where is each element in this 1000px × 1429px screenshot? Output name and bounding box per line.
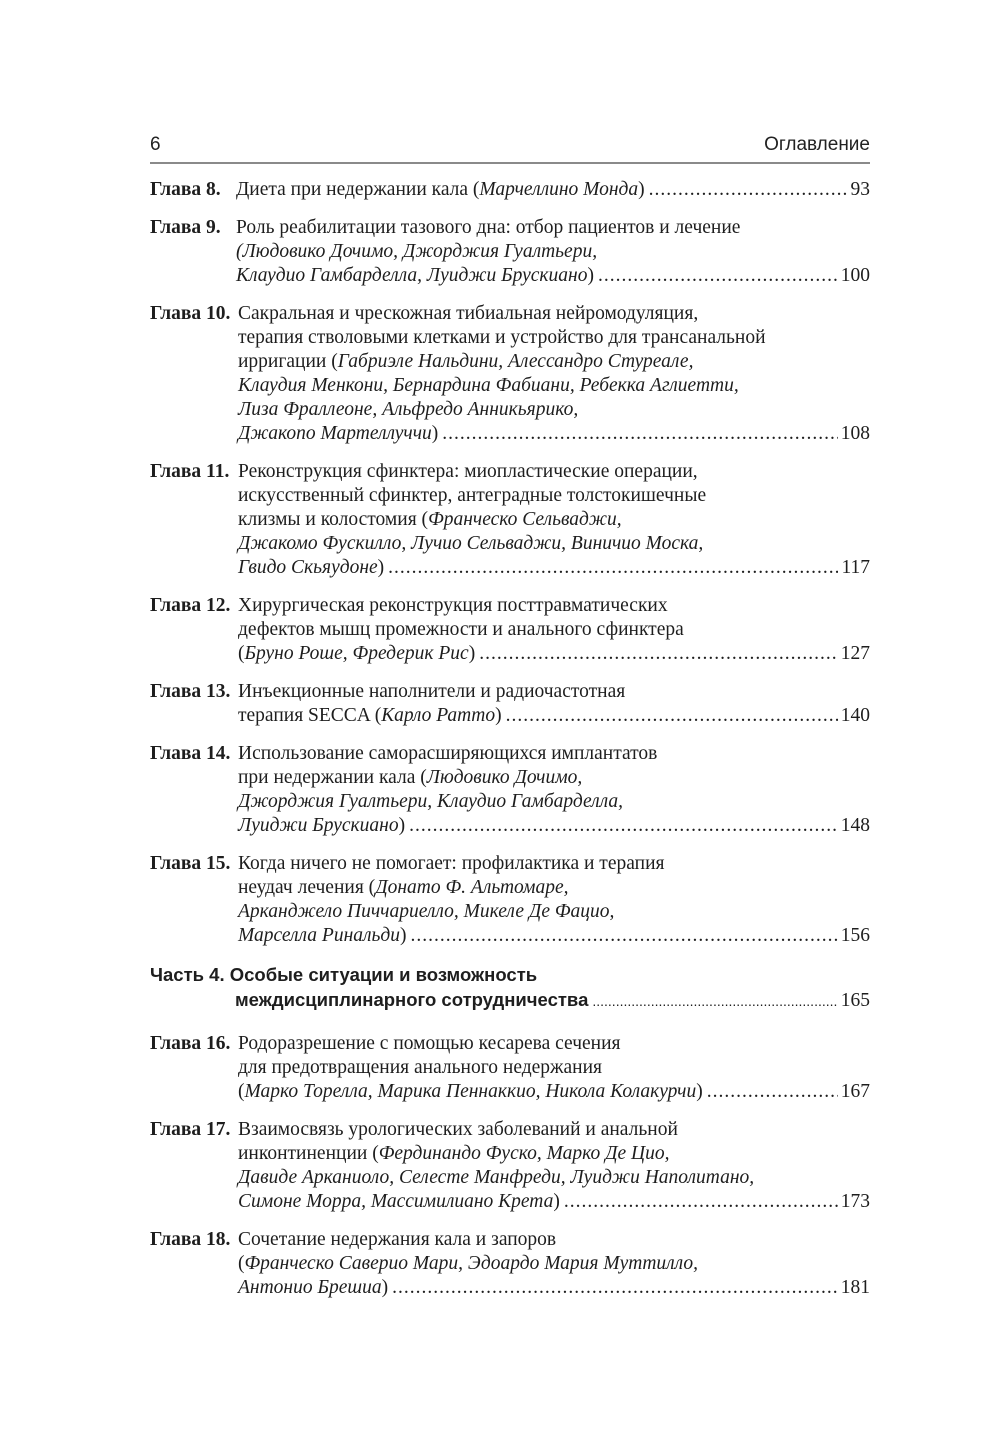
- part-title: Часть 4. Особые ситуации и возможность: [150, 964, 538, 985]
- authors: Бруно Роше, Фредерик Рис: [244, 643, 469, 664]
- leader-dots: [649, 178, 848, 202]
- chapter-label: Глава 18.: [150, 1229, 231, 1250]
- entry-title: Сакральная и чрескожная тибиальная нейромодуляция,: [238, 303, 699, 324]
- authors: Клаудия Менкони, Бернардина Фабиани, Ребекка Аглиетти,: [238, 375, 739, 396]
- toc-entry-chapter-15[interactable]: Глава 15. Когда ничего не помогает: профилактика и терапия неудач лечения (Донато Ф. Альтомаре, Арканджело Пиччариелло, Микеле Де Фацио, Марселла Ринальди) ..... 156: [150, 852, 870, 948]
- toc-entry-chapter-10[interactable]: Глава 10. Сакральная и чрескожная тибиальная нейромодуляция, терапия стволовыми клетками и устройство для трансанальной ирригации (Габриэле Нальдини, Алессандро Стуреале, Клаудия Менкони, Бернардина Фабиани, Ребекка Аглиетти, Лиза Фраллеоне, Альфредо Анникьярико, Джакопо Мартеллуччи) ..... 108: [150, 302, 870, 446]
- authors: Антонио Брешиа: [238, 1277, 382, 1298]
- entry-title: Родоразрешение с помощью кесарева сечения: [238, 1033, 621, 1054]
- authors: Людовико Дочимо,: [426, 767, 583, 788]
- toc-entry-part-4[interactable]: [150, 962, 870, 1014]
- toc-entry-chapter-9[interactable]: [150, 216, 870, 288]
- entry-title: Хирургическая реконструкция посттравматических: [238, 595, 668, 616]
- page-ref: 127: [840, 643, 870, 664]
- authors: Клаудио Гамбарделла, Луиджи Брускиано: [236, 265, 588, 286]
- page-ref: 117: [841, 557, 870, 578]
- entry-last-line: Антонио Брешиа) ..... 181: [238, 1276, 870, 1300]
- running-title: Оглавление: [764, 134, 870, 155]
- toc-entry-chapter-16[interactable]: [150, 1032, 870, 1104]
- entry-title: Использование саморасширяющихся имплантатов: [238, 743, 658, 764]
- leader-dots: [564, 1190, 838, 1214]
- entry-title: Взаимосвязь урологических заболеваний и анальной: [238, 1119, 678, 1140]
- page-number: 6: [150, 134, 161, 155]
- entry-title: Реконструкция сфинктера: миопластические операции,: [238, 461, 698, 482]
- page-ref: 156: [840, 925, 870, 946]
- chapter-label: Глава 8.: [150, 179, 221, 200]
- entry-title: искусственный сфинктер, антеградные толстокишечные: [238, 485, 707, 506]
- authors: Марчеллино Монда: [479, 179, 639, 200]
- leader-dots: [506, 704, 838, 728]
- page-ref: 165: [840, 990, 870, 1011]
- chapter-label: Глава 15.: [150, 853, 231, 874]
- entry-last-line: Джакопо Мартеллуччи) ..... 108: [238, 422, 870, 446]
- authors: Луиджи Брускиано: [238, 815, 399, 836]
- entry-title: дефектов мышц промежности и анального сфинктера: [238, 619, 684, 640]
- entry-last-line: Марселла Ринальди) ..... 156: [238, 924, 870, 948]
- authors: Франческо Сельваджи,: [428, 509, 622, 530]
- entry-last-line: (Марко Торелла, Марика Пеннаккио, Никола Колакурчи) ..... 167: [238, 1080, 870, 1104]
- authors: Гвидо Скьяудоне: [238, 557, 378, 578]
- authors: Арканджело Пиччариелло, Микеле Де Фацио,: [238, 901, 615, 922]
- entry-last-line: Диета при недержании кала (Марчеллино Монда) ..... 93: [236, 178, 870, 202]
- page-ref: 108: [840, 423, 870, 444]
- authors: Джакомо Фускилло, Лучио Сельваджи, Виничио Моска,: [238, 533, 704, 554]
- entry-last-line: Симоне Морра, Массимилиано Крета) ..... 173: [238, 1190, 870, 1214]
- leader-dots: [392, 1276, 838, 1300]
- authors: Карло Ратто: [381, 705, 496, 726]
- authors: Джакопо Мартеллуччи: [238, 423, 432, 444]
- header-rule: [150, 162, 870, 164]
- authors: Джорджия Гуалтьери, Клаудио Гамбарделла,: [238, 791, 624, 812]
- page-ref: 167: [840, 1081, 870, 1102]
- authors: Марселла Ринальди: [238, 925, 400, 946]
- chapter-label: Глава 13.: [150, 681, 231, 702]
- chapter-label: Глава 17.: [150, 1119, 231, 1140]
- authors: Марко Торелла, Марика Пеннаккио, Никола Колакурчи: [244, 1081, 697, 1102]
- chapter-label: Глава 16.: [150, 1033, 231, 1054]
- authors: Симоне Морра, Массимилиано Крета: [238, 1191, 554, 1212]
- entry-last-line: Гвидо Скьяудоне) ..... 117: [238, 556, 870, 580]
- leader-dots: [592, 989, 837, 1014]
- entry-title: Сочетание недержания кала и запоров: [238, 1229, 557, 1250]
- toc-entry-chapter-18[interactable]: Глава 18. Сочетание недержания кала и запоров (Франческо Саверио Мари, Эдоардо Мария Муттилло, Антонио Брешиа) ..... 181: [150, 1228, 870, 1300]
- page-ref: 148: [840, 815, 870, 836]
- toc-entry-chapter-11[interactable]: Глава 11. Реконструкция сфинктера: миопластические операции, искусственный сфинктер, антеградные толстокишечные клизмы и колостомия (Франческо Сельваджи, Джакомо Фускилло, Лучио Сельваджи, Виничио Моска, Гвидо Скьяудоне) ..... 117: [150, 460, 870, 580]
- entry-last-line: терапия SECCA (Карло Ратто) ..... 140: [238, 704, 870, 728]
- entry-last-line: [150, 987, 870, 1014]
- authors: Лиза Фраллеоне, Альфредо Анникьярико,: [238, 399, 579, 420]
- leader-dots: [409, 814, 838, 838]
- authors: Габриэле Нальдини, Алессандро Стуреале,: [337, 351, 694, 372]
- leader-dots: [442, 422, 837, 446]
- toc-entry-chapter-8[interactable]: [150, 178, 870, 202]
- toc-entry-chapter-13[interactable]: [150, 680, 870, 728]
- entry-last-line: Луиджи Брускиано) ..... 148: [238, 814, 870, 838]
- entry-title: Когда ничего не помогает: профилактика и терапия: [238, 853, 665, 874]
- leader-dots: [479, 642, 838, 666]
- authors: Давиде Арканиоло, Селесте Манфреди, Луиджи Наполитано,: [238, 1167, 755, 1188]
- leader-dots: [598, 264, 838, 288]
- toc-entry-chapter-17[interactable]: Глава 17. Взаимосвязь урологических заболеваний и анальной инконтиненции (Фердинандо Фуско, Марко Де Цио, Давиде Арканиоло, Селесте Манфреди, Луиджи Наполитано, Симоне Морра, Массимилиано Крета) ..... 173: [150, 1118, 870, 1214]
- page-ref: 181: [840, 1277, 870, 1298]
- entry-last-line: (Бруно Роше, Фредерик Рис) ..... 127: [238, 642, 870, 666]
- leader-dots: [410, 924, 837, 948]
- authors: (Людовико Дочимо, Джорджия Гуалтьери,: [236, 241, 598, 262]
- page-ref: 100: [840, 265, 870, 286]
- leader-dots: [388, 556, 838, 580]
- table-of-contents: [150, 178, 870, 1314]
- entry-last-line: Клаудио Гамбарделла, Луиджи Брускиано) ..... 100: [236, 264, 870, 288]
- part-title: междисциплинарного сотрудничества: [235, 989, 589, 1010]
- entry-title: Роль реабилитации тазового дна: отбор пациентов и лечение: [236, 217, 741, 238]
- toc-entry-chapter-12[interactable]: [150, 594, 870, 666]
- authors: Фердинандо Фуско, Марко Де Цио,: [378, 1143, 670, 1164]
- page-ref: 140: [840, 705, 870, 726]
- chapter-label: Глава 11.: [150, 461, 230, 482]
- chapter-label: Глава 12.: [150, 595, 231, 616]
- page-ref: 93: [850, 179, 870, 200]
- page-ref: 173: [840, 1191, 870, 1212]
- entry-title: Инъекционные наполнители и радиочастотная: [238, 681, 626, 702]
- chapter-label: Глава 10.: [150, 303, 231, 324]
- authors: Франческо Саверио Мари, Эдоардо Мария Муттилло,: [244, 1253, 699, 1274]
- chapter-label: Глава 9.: [150, 217, 221, 238]
- authors: Донато Ф. Альтомаре,: [375, 877, 569, 898]
- running-header: [150, 132, 870, 158]
- entry-title: для предотвращения анального недержания: [238, 1057, 603, 1078]
- chapter-label: Глава 14.: [150, 743, 231, 764]
- entry-title: терапия стволовыми клетками и устройство для трансанальной: [238, 327, 766, 348]
- leader-dots: [707, 1080, 838, 1104]
- toc-entry-chapter-14[interactable]: Глава 14. Использование саморасширяющихся имплантатов при недержании кала (Людовико Дочимо, Джорджия Гуалтьери, Клаудио Гамбарделла, Луиджи Брускиано) ..... 148: [150, 742, 870, 838]
